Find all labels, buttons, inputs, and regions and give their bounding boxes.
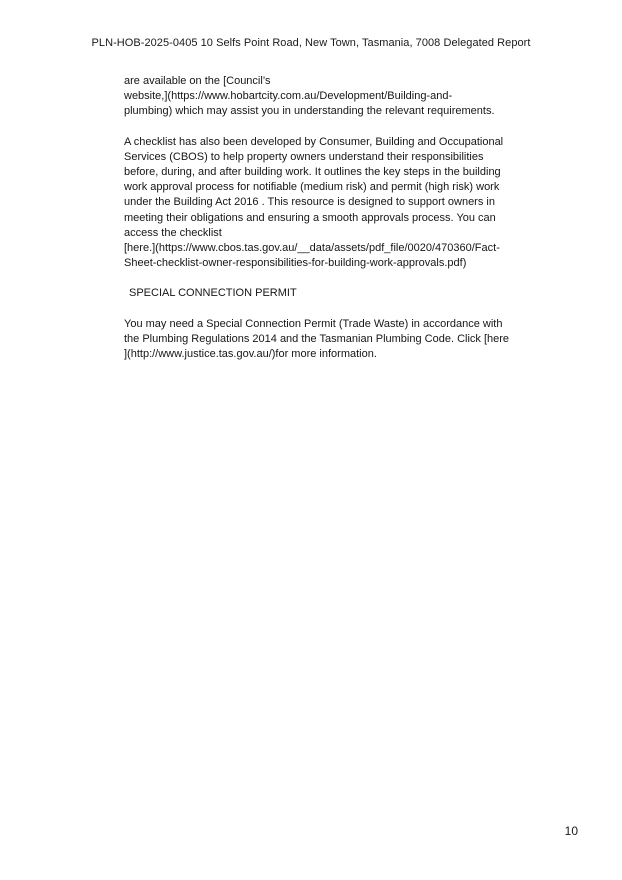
page-number: 10 xyxy=(564,824,578,838)
page-header: PLN-HOB-2025-0405 10 Selfs Point Road, New Town, Tasmania, 7008 Delegated Report xyxy=(91,37,531,49)
paragraph-gap xyxy=(124,302,544,317)
text-line: Sheet-checklist-owner-responsibilities-for-building-work-approvals.pdf) xyxy=(124,257,467,270)
section-heading: SPECIAL CONNECTION PERMIT xyxy=(129,287,297,300)
text-line: before, during, and after building work. It outlines the key steps in the building xyxy=(124,166,501,179)
paragraph-gap xyxy=(124,271,544,286)
text-line: access the checklist xyxy=(124,226,222,239)
text-line: A checklist has also been developed by Consumer, Building and Occupational xyxy=(124,135,504,148)
paragraph-cbos-checklist xyxy=(124,135,544,272)
paragraph-special-connection-permit xyxy=(124,317,544,363)
text-line: You may need a Special Connection Permit (Trade Waste) in accordance with xyxy=(124,317,503,330)
text-line: website,](https://www.hobartcity.com.au/Development/Building-and- xyxy=(124,90,453,103)
text-line: ](http://www.justice.tas.gov.au/)for more information. xyxy=(124,348,377,361)
text-line: the Plumbing Regulations 2014 and the Tasmanian Plumbing Code. Click [here xyxy=(124,332,510,345)
paragraph-building-info xyxy=(124,74,544,120)
text-line: are available on the [Council’s xyxy=(124,75,271,87)
document-body xyxy=(124,74,544,362)
text-line: under the Building Act 2016 . This resource is designed to support owners in xyxy=(124,196,495,209)
text-line: meeting their obligations and ensuring a smooth approvals process. You can xyxy=(124,211,496,224)
text-line: work approval process for notifiable (medium risk) and permit (high risk) work xyxy=(124,181,500,194)
paragraph-gap xyxy=(124,120,544,135)
text-line: [here.](https://www.cbos.tas.gov.au/__data/assets/pdf_file/0020/470360/Fact- xyxy=(124,242,500,255)
text-line: Services (CBOS) to help property owners understand their responsibilities xyxy=(124,150,484,163)
text-line: plumbing) which may assist you in understanding the relevant requirements. xyxy=(124,105,495,118)
